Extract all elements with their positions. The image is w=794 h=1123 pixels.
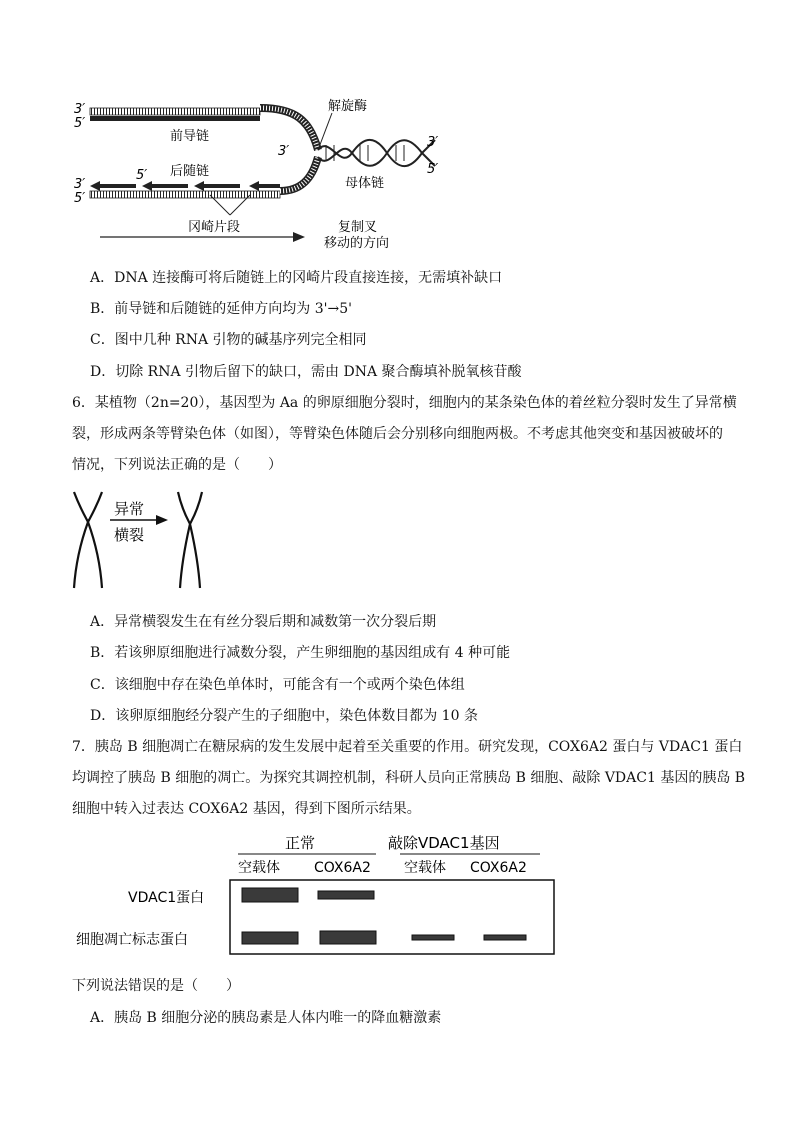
q5-option-d: D．切除 RNA 引物后留下的缺口，需由 DNA 聚合酶填补脱氧核苷酸 [90,364,522,380]
band [412,935,454,940]
q5-option-a: A．DNA 连接酶可将后随链上的冈崎片段直接连接，无需填补缺口 [90,270,503,286]
label-helicase: 解旋酶 [328,99,368,114]
band [484,935,526,940]
lower-fork-arm [280,157,318,191]
row-label-apoptosis: 细胞凋亡标志蛋白 [76,932,188,948]
q5-option-c: C．图中几种 RNA 引物的碱基序列完全相同 [90,332,367,348]
band [320,931,376,944]
label-lagging: 后随链 [170,164,210,179]
label-3p-fork: 3′ [278,144,290,159]
lagging-parent-strand [90,191,280,198]
q6-option-c: C．该细胞中存在染色单体时，可能含有一个或两个染色体组 [90,677,465,693]
western-blot-figure [70,830,560,960]
label-3p-top: 3′ [74,102,86,117]
q6-option-b: B．若该卵原细胞进行减数分裂，产生卵细胞的基因组成有 4 种可能 [90,645,511,661]
column-label: COX6A2 [470,860,527,876]
parent-double-helix [318,140,435,166]
arrow-label-bottom: 横裂 [114,526,145,544]
label-5p-lagging: 5′ [136,168,148,183]
leading-new-strand [90,116,260,121]
q6-stem-line-2: 裂，形成两条等臂染色体（如图），等臂染色体随后会分别移向细胞两极。不考虑其他突变和基因被破坏的 [72,426,723,442]
label-leading: 前导链 [170,129,210,144]
label-fork-dir-2: 移动的方向 [324,236,390,251]
leading-parent-strand [90,108,260,115]
column-label: 空载体 [404,860,446,876]
band [318,891,374,899]
label-5p-right: 5′ [427,162,439,177]
isochromosome-figure [68,488,218,598]
label-okazaki: 冈崎片段 [188,220,241,235]
q7-stem-line-3: 细胞中转入过表达 COX6A2 基因，得到下图所示结果。 [72,801,421,817]
row-label-vdac1: VDAC1蛋白 [128,890,205,906]
label-5p-top: 5′ [74,116,86,131]
label-3p-right: 3′ [427,135,439,150]
band [242,888,298,902]
label-parent: 母体链 [345,176,385,191]
group-knockout: 敲除VDAC1基因 [388,834,500,852]
q6-stem-line-1: 6．某植物（2n=20），基因型为 Aa 的卵原细胞分裂时，细胞内的某条染色体的着丝粒分裂时发生了异常横 [72,395,737,411]
q6-option-a: A．异常横裂发生在有丝分裂后期和减数第一次分裂后期 [90,614,437,630]
band [242,932,298,944]
q6-option-d: D．该卵原细胞经分裂产生的子细胞中，染色体数目都为 10 条 [90,708,478,724]
replication-fork-figure [60,95,460,255]
label-5p-bottom: 5′ [74,191,86,206]
q7-option-a: A．胰岛 B 细胞分泌的胰岛素是人体内唯一的降血糖激素 [90,1010,442,1026]
q5-option-b: B．前导链和后随链的延伸方向均为 3'→5' [90,301,352,317]
okazaki-fragments [90,181,280,191]
group-normal: 正常 [285,834,316,852]
label-fork-dir-1: 复制叉 [338,220,378,235]
column-label: COX6A2 [314,860,371,876]
q6-stem-line-3: 情况，下列说法正确的是（ ） [72,457,282,473]
q7-stem-line-1: 7．胰岛 B 细胞凋亡在糖尿病的发生发展中起着至关重要的作用。研究发现，COX6A2 蛋白与 VDAC1 蛋白 [72,739,743,755]
label-3p-bottom: 3′ [74,177,86,192]
q7-question: 下列说法错误的是（ ） [72,978,240,994]
q7-stem-line-2: 均调控了胰岛 B 细胞的凋亡。为探究其调控机制，科研人员向正常胰岛 B 细胞、敲除 VDAC1 基因的胰岛 B [72,770,746,786]
arrow-label-top: 异常 [114,500,145,518]
column-label: 空载体 [238,860,280,876]
